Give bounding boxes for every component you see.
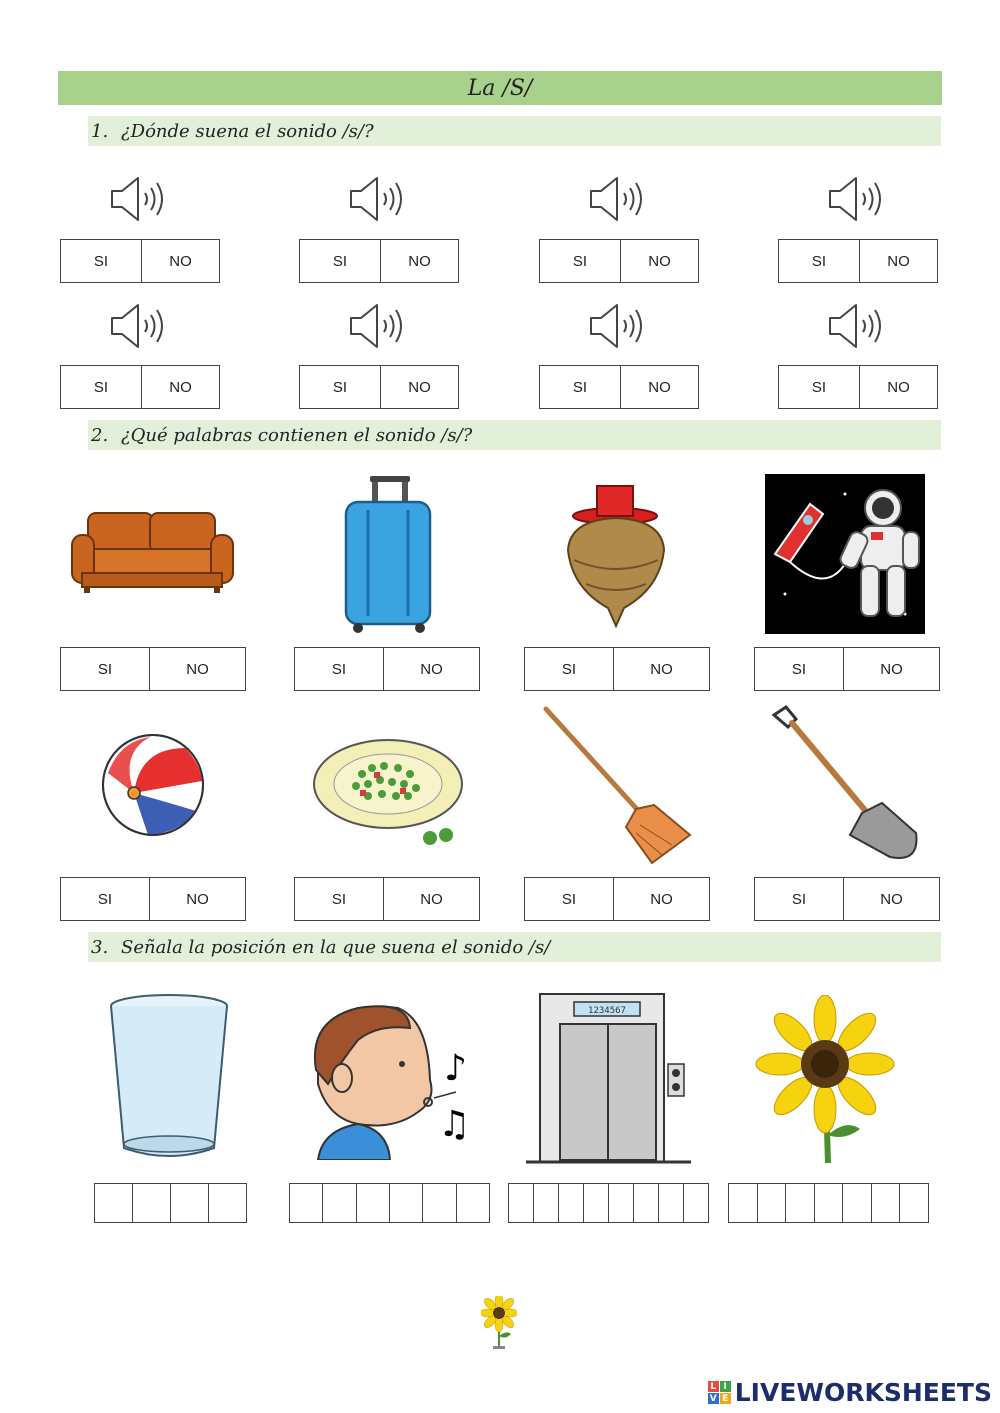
si-option[interactable]: SI [811, 378, 827, 396]
letter-box[interactable] [558, 1184, 583, 1222]
section-number: 3. [91, 936, 109, 958]
si-option[interactable]: SI [791, 890, 807, 908]
section-3-heading [88, 932, 941, 962]
no-option[interactable]: NO [843, 878, 939, 920]
letter-box[interactable] [658, 1184, 683, 1222]
si-no-selector [60, 877, 246, 921]
section-text: ¿Dónde suena el sonido /s/? [121, 120, 374, 142]
no-option[interactable]: NO [859, 366, 937, 408]
letter-box[interactable] [422, 1184, 455, 1222]
si-option[interactable]: SI [791, 660, 807, 678]
si-no-selector [754, 877, 940, 921]
elevator-display: 1234567 [588, 1006, 626, 1016]
letter-box[interactable] [533, 1184, 558, 1222]
si-no-selector [294, 647, 480, 691]
speaker-icon[interactable] [589, 303, 645, 349]
sofa-image [70, 505, 235, 595]
letter-position-boxes [728, 1183, 929, 1223]
logo-letter: V [708, 1393, 719, 1404]
no-option[interactable]: NO [380, 366, 458, 408]
letter-box[interactable] [842, 1184, 871, 1222]
si-no-selector [778, 365, 938, 409]
letter-box[interactable] [322, 1184, 355, 1222]
si-no-selector [60, 365, 220, 409]
no-option[interactable]: NO [843, 648, 939, 690]
letter-position-boxes [508, 1183, 709, 1223]
no-option[interactable]: NO [383, 878, 479, 920]
letter-box[interactable] [389, 1184, 422, 1222]
broom-image [540, 705, 695, 867]
si-option[interactable]: SI [572, 252, 588, 270]
no-option[interactable]: NO [141, 366, 219, 408]
section-text: Señala la posición en la que suena el sonido /s/ [121, 936, 551, 958]
no-option[interactable]: NO [620, 366, 698, 408]
letter-box[interactable] [785, 1184, 814, 1222]
no-option[interactable]: NO [620, 240, 698, 282]
letter-box[interactable] [132, 1184, 170, 1222]
no-option[interactable]: NO [149, 878, 245, 920]
speaker-icon[interactable] [110, 176, 166, 222]
letter-position-boxes [289, 1183, 490, 1223]
spinning-top-image [560, 480, 675, 630]
letter-box[interactable] [95, 1184, 132, 1222]
letter-box[interactable] [871, 1184, 900, 1222]
brand-name: LIVEWORKSHEETS [734, 1378, 992, 1407]
letter-box[interactable] [633, 1184, 658, 1222]
si-option[interactable]: SI [331, 890, 347, 908]
letter-box[interactable] [899, 1184, 928, 1222]
speaker-icon[interactable] [589, 176, 645, 222]
glass-image [108, 992, 230, 1162]
si-option[interactable]: SI [332, 378, 348, 396]
si-option[interactable]: SI [97, 660, 113, 678]
si-option[interactable]: SI [93, 378, 109, 396]
si-option[interactable]: SI [572, 378, 588, 396]
section-number: 2. [91, 424, 109, 446]
no-option[interactable]: NO [859, 240, 937, 282]
section-1-heading [88, 116, 941, 146]
si-no-selector [524, 877, 710, 921]
logo-letter: E [720, 1393, 731, 1404]
letter-box[interactable] [583, 1184, 608, 1222]
si-option[interactable]: SI [811, 252, 827, 270]
letter-box[interactable] [757, 1184, 786, 1222]
si-no-selector [539, 239, 699, 283]
letter-box[interactable] [356, 1184, 389, 1222]
si-option[interactable]: SI [331, 660, 347, 678]
speaker-icon[interactable] [349, 176, 405, 222]
beach-ball-image [100, 733, 206, 837]
no-option[interactable]: NO [613, 878, 709, 920]
letter-position-boxes [94, 1183, 247, 1223]
si-option[interactable]: SI [97, 890, 113, 908]
si-option[interactable]: SI [561, 890, 577, 908]
shovel-image [770, 705, 925, 867]
liveworksheets-logo-icon [708, 1381, 731, 1404]
no-option[interactable]: NO [141, 240, 219, 282]
peas-plate-image [312, 738, 467, 848]
letter-box[interactable] [814, 1184, 843, 1222]
section-text: ¿Qué palabras contienen el sonido /s/? [121, 424, 473, 446]
si-no-selector [539, 365, 699, 409]
si-option[interactable]: SI [332, 252, 348, 270]
letter-box[interactable] [683, 1184, 708, 1222]
si-no-selector [299, 239, 459, 283]
letter-box[interactable] [456, 1184, 489, 1222]
logo-letter: L [708, 1381, 719, 1392]
no-option[interactable]: NO [613, 648, 709, 690]
boy-whistling-image [298, 1000, 483, 1160]
sunflower-image [750, 995, 900, 1165]
speaker-icon[interactable] [349, 303, 405, 349]
sunflower-logo [481, 1296, 517, 1350]
si-no-selector [294, 877, 480, 921]
letter-box[interactable] [208, 1184, 246, 1222]
letter-box[interactable] [509, 1184, 533, 1222]
speaker-icon[interactable] [110, 303, 166, 349]
si-no-selector [778, 239, 938, 283]
si-no-selector [299, 365, 459, 409]
letter-box[interactable] [729, 1184, 757, 1222]
speaker-icon[interactable] [828, 176, 884, 222]
si-no-selector [60, 647, 246, 691]
si-no-selector [60, 239, 220, 283]
suitcase-image [340, 476, 435, 634]
liveworksheets-brand[interactable] [708, 1378, 992, 1407]
page-title: La /S/ [58, 71, 942, 105]
letter-box[interactable] [290, 1184, 322, 1222]
si-option[interactable]: SI [93, 252, 109, 270]
svg-text:♫: ♫ [438, 1104, 471, 1145]
si-option[interactable]: SI [561, 660, 577, 678]
letter-box[interactable] [170, 1184, 208, 1222]
svg-text:♪: ♪ [444, 1048, 467, 1089]
no-option[interactable]: NO [383, 648, 479, 690]
speaker-icon[interactable] [828, 303, 884, 349]
section-2-heading [88, 420, 941, 450]
si-no-selector [754, 647, 940, 691]
logo-letter: I [720, 1381, 731, 1392]
section-number: 1. [91, 120, 109, 142]
no-option[interactable]: NO [149, 648, 245, 690]
letter-box[interactable] [608, 1184, 633, 1222]
si-no-selector [524, 647, 710, 691]
astronaut-image [765, 474, 925, 634]
no-option[interactable]: NO [380, 240, 458, 282]
elevator-image [526, 992, 691, 1164]
